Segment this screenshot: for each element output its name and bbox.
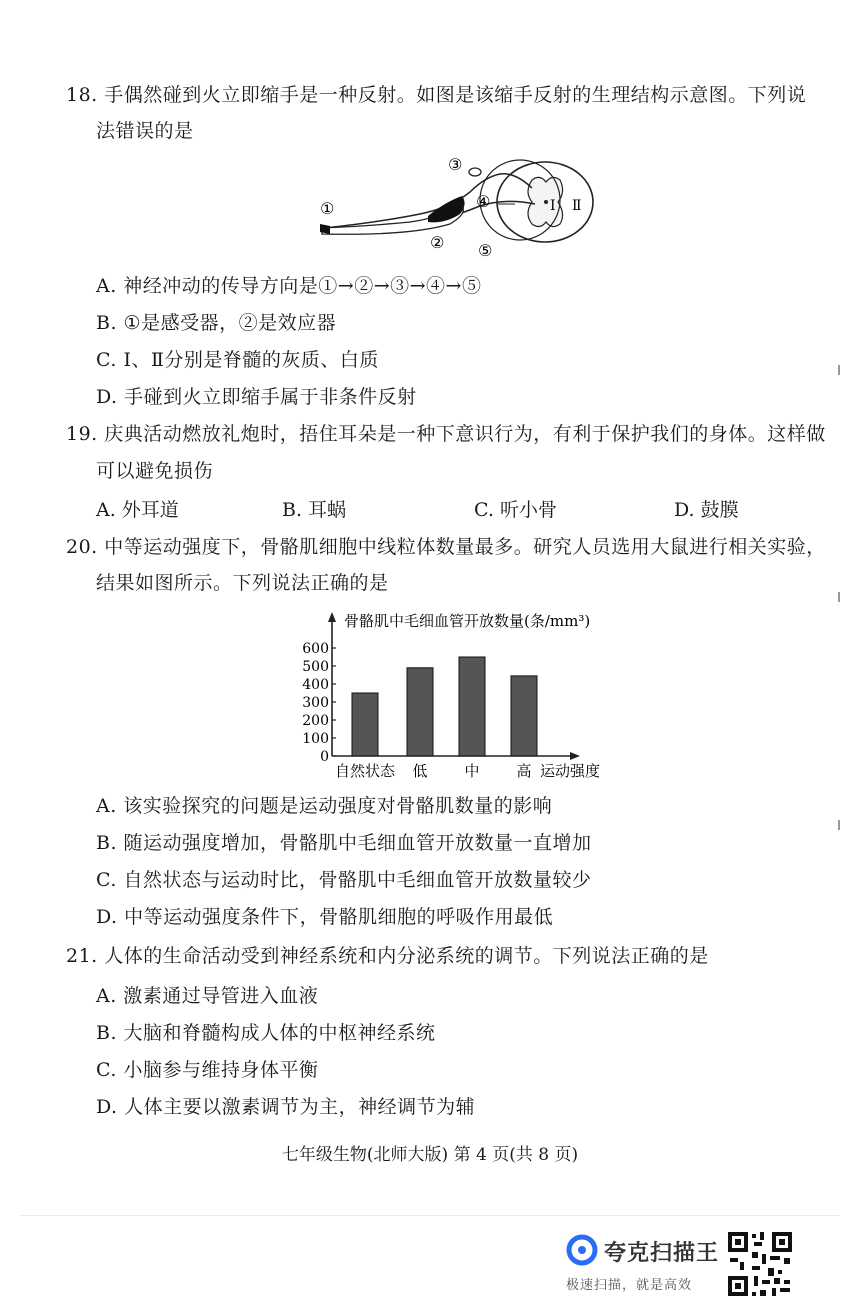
q19-option-c: C. 听小骨: [474, 499, 557, 521]
q18-option-b: B. ①是感受器，②是效应器: [96, 312, 337, 334]
q18-stem-line2: 法错误的是: [96, 120, 194, 142]
q20-option-b: B. 随运动强度增加，骨骼肌中毛细血管开放数量一直增加: [96, 832, 592, 854]
q20-stem-line1: 20. 中等运动强度下，骨骼肌细胞中线粒体数量最多。研究人员选用大鼠进行相关实验，: [66, 536, 826, 558]
chart-ylabel: 骨骼肌中毛细血管开放数量(条/mm³): [344, 612, 591, 630]
y-tick-label: 0: [320, 749, 329, 765]
bar-2: [459, 657, 485, 756]
reflex-arc-diagram: [310, 152, 610, 262]
q20-option-d: D. 中等运动强度条件下，骨骼肌细胞的呼吸作用最低: [96, 906, 554, 928]
x-category-label: 自然状态: [334, 762, 396, 780]
label-3: ③: [448, 155, 463, 174]
y-tick-label: 400: [302, 677, 329, 693]
scan-edge-mark: [838, 365, 840, 375]
y-tick-label: 200: [302, 713, 329, 729]
q21-option-c: C. 小脑参与维持身体平衡: [96, 1059, 319, 1081]
q19-option-a: A. 外耳道: [96, 499, 179, 521]
watermark-divider: [20, 1215, 840, 1216]
y-tick-label: 600: [302, 641, 329, 657]
q18-option-d: D. 手碰到火立即缩手属于非条件反射: [96, 386, 417, 408]
q21-stem-line1: 21. 人体的生命活动受到神经系统和内分泌系统的调节。下列说法正确的是: [66, 945, 709, 967]
q19-stem-line1: 19. 庆典活动燃放礼炮时，捂住耳朵是一种下意识行为，有利于保护我们的身体。这样做: [66, 423, 826, 445]
quark-logo-icon: [566, 1234, 598, 1266]
bar-1: [407, 668, 433, 756]
q19-stem-line2: 可以避免损伤: [96, 460, 214, 482]
bar-0: [352, 693, 378, 756]
scan-edge-mark: [838, 592, 840, 602]
watermark-slogan: 极速扫描，就是高效: [566, 1278, 693, 1293]
y-tick-label: 300: [302, 695, 329, 711]
chart-xlabel: 运动强度: [540, 762, 601, 780]
x-category-label: 低: [412, 762, 428, 780]
capillary-bar-chart: [292, 606, 622, 786]
label-II: Ⅱ: [572, 198, 582, 214]
label-2: ②: [430, 233, 445, 252]
label-5: ⑤: [478, 241, 493, 260]
q20-stem-line2: 结果如图所示。下列说法正确的是: [96, 572, 389, 594]
scanner-watermark: [566, 1232, 856, 1302]
q21-option-d: D. 人体主要以激素调节为主，神经调节为辅: [96, 1096, 476, 1118]
q19-option-d: D. 鼓膜: [674, 499, 739, 521]
x-category-label: 中: [464, 762, 480, 780]
q18-option-c: C. Ⅰ、Ⅱ分别是脊髓的灰质、白质: [96, 349, 379, 371]
watermark-app-name: 夸克扫描王: [604, 1241, 720, 1266]
label-4: ④: [476, 192, 491, 211]
q21-option-a: A. 激素通过导管进入血液: [96, 985, 319, 1007]
page-footer: 七年级生物(北师大版) 第 4 页(共 8 页): [281, 1145, 579, 1165]
label-I: Ⅰ: [550, 198, 556, 214]
bar-3: [511, 676, 537, 756]
q20-option-a: A. 该实验探究的问题是运动强度对骨骼肌数量的影响: [96, 795, 553, 817]
q18-stem-line1: 18. 手偶然碰到火立即缩手是一种反射。如图是该缩手反射的生理结构示意图。下列说: [66, 84, 807, 106]
y-tick-label: 100: [302, 731, 329, 747]
label-1: ①: [320, 199, 335, 218]
y-tick-label: 500: [302, 659, 329, 675]
x-category-label: 高: [516, 762, 532, 780]
x-axis-arrow: [570, 752, 580, 760]
q19-option-b: B. 耳蜗: [282, 499, 347, 521]
effector-muscle: [428, 196, 465, 222]
q20-option-c: C. 自然状态与运动时比，骨骼肌中毛细血管开放数量较少: [96, 869, 592, 891]
scan-edge-mark: [838, 820, 840, 830]
ganglion: [469, 168, 481, 176]
q21-option-b: B. 大脑和脊髓构成人体的中枢神经系统: [96, 1022, 436, 1044]
qr-code-icon: [726, 1230, 794, 1298]
y-axis-arrow: [328, 612, 336, 622]
q18-option-a: A. 神经冲动的传导方向是①→②→③→④→⑤: [96, 275, 482, 297]
